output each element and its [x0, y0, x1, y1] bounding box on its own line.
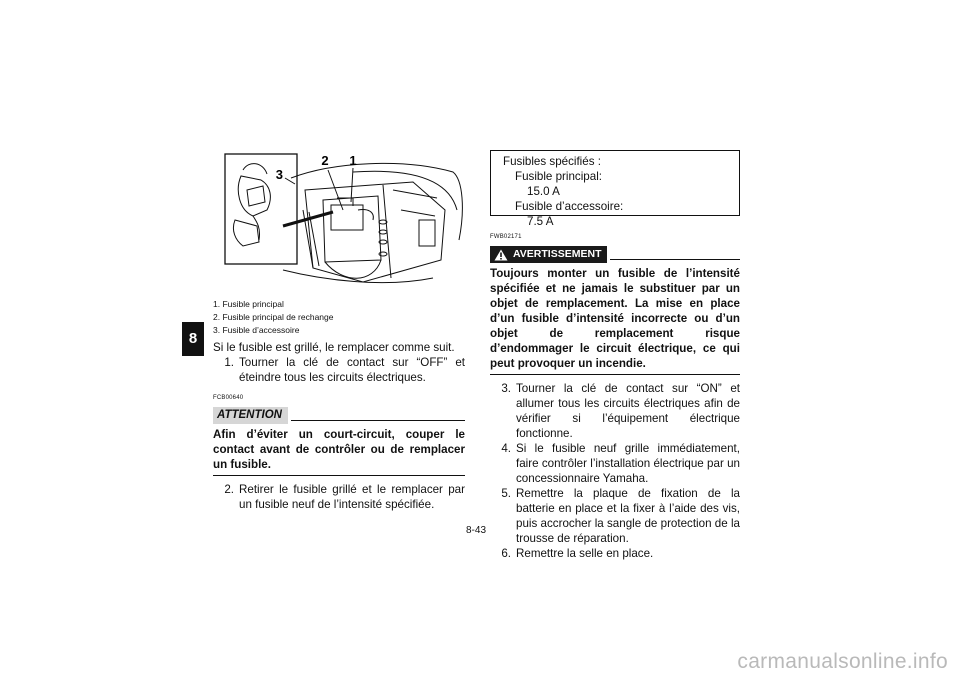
caption-accessory-fuse: 3. Fusible d’accessoire	[213, 325, 300, 335]
step-number: 5.	[501, 487, 511, 500]
right-column	[490, 150, 740, 561]
fuse-box-illustration	[213, 150, 465, 290]
spec-main-value: 15.0 A	[527, 185, 560, 198]
caption-main-fuse: 1. Fusible principal	[213, 299, 284, 309]
page-number: 8-43	[466, 525, 487, 536]
spec-title: Fusibles spécifiés :	[503, 155, 601, 168]
caption-spare-fuse: 2. Fusible principal de rechange	[213, 312, 334, 322]
attention-text: Afin d’éviter un court-circuit, couper le contact avant de contrôler ou de remplacer un fusible.	[213, 427, 465, 476]
watermark: carmanualsonline.info	[737, 650, 948, 673]
step-4	[490, 441, 740, 486]
warning-code: FWB02171	[490, 234, 522, 240]
spec-accessory-label: Fusible d’accessoire:	[515, 200, 624, 213]
step-1	[213, 355, 465, 385]
step-text: Remettre la selle en place.	[516, 547, 654, 560]
intro-text: Si le fusible est grillé, le remplacer comme suit.	[213, 341, 455, 354]
step-3	[490, 381, 740, 441]
step-number: 6.	[501, 547, 511, 560]
attention-header	[213, 407, 465, 424]
chapter-tab: 8	[182, 322, 204, 356]
step-number: 2.	[224, 483, 234, 496]
callout-2: 2	[321, 153, 329, 168]
warning-badge	[490, 246, 607, 263]
warning-text: Toujours monter un fusible de l’intensité spécifiée et ne jamais le substituer par un objet de remplacement. La mise en place d’un fusible d’intensité incorrecte ou d’un objet de remplacement risque d’endommager le circuit électrique, ce qui peut provoquer un incendie.	[490, 266, 740, 375]
step-5	[490, 486, 740, 546]
step-6	[490, 546, 740, 561]
step-2	[213, 482, 465, 512]
step-number: 3.	[501, 382, 511, 395]
callout-3: 3	[275, 167, 283, 182]
spec-accessory-value: 7.5 A	[527, 215, 554, 228]
fuse-spec-box	[490, 150, 740, 228]
callout-1: 1	[349, 153, 357, 168]
spec-main-label: Fusible principal:	[515, 170, 602, 183]
warning-header	[490, 246, 740, 263]
divider	[291, 420, 465, 421]
step-text: Remettre la plaque de fixation de la batterie en place et la fixer à l’aide des vis, puis accrocher la sangle de protection de la trousse de réparation.	[516, 487, 740, 545]
left-column	[213, 340, 465, 512]
figure-captions	[213, 298, 334, 337]
step-text: Tourner la clé de contact sur “OFF” et éteindre tous les circuits électriques.	[239, 356, 465, 384]
step-text: Si le fusible neuf grille immédiatement, faire contrôler l’installation électrique par un concessionnaire Yamaha.	[516, 442, 740, 485]
warning-label: AVERTISSEMENT	[513, 248, 602, 260]
attention-code: FCB00640	[213, 395, 244, 401]
step-text: Retirer le fusible grillé et le remplacer par un fusible neuf de l’intensité spécifiée.	[239, 483, 465, 511]
fuse-diagram	[213, 150, 465, 290]
warning-triangle-icon	[494, 249, 508, 261]
step-number: 4.	[501, 442, 511, 455]
step-text: Tourner la clé de contact sur “ON” et allumer tous les circuits électriques afin de vérifier si l’équipement électrique fonctionne.	[516, 382, 740, 440]
attention-label: ATTENTION	[213, 407, 288, 424]
step-number: 1.	[224, 356, 234, 369]
divider	[610, 259, 740, 260]
